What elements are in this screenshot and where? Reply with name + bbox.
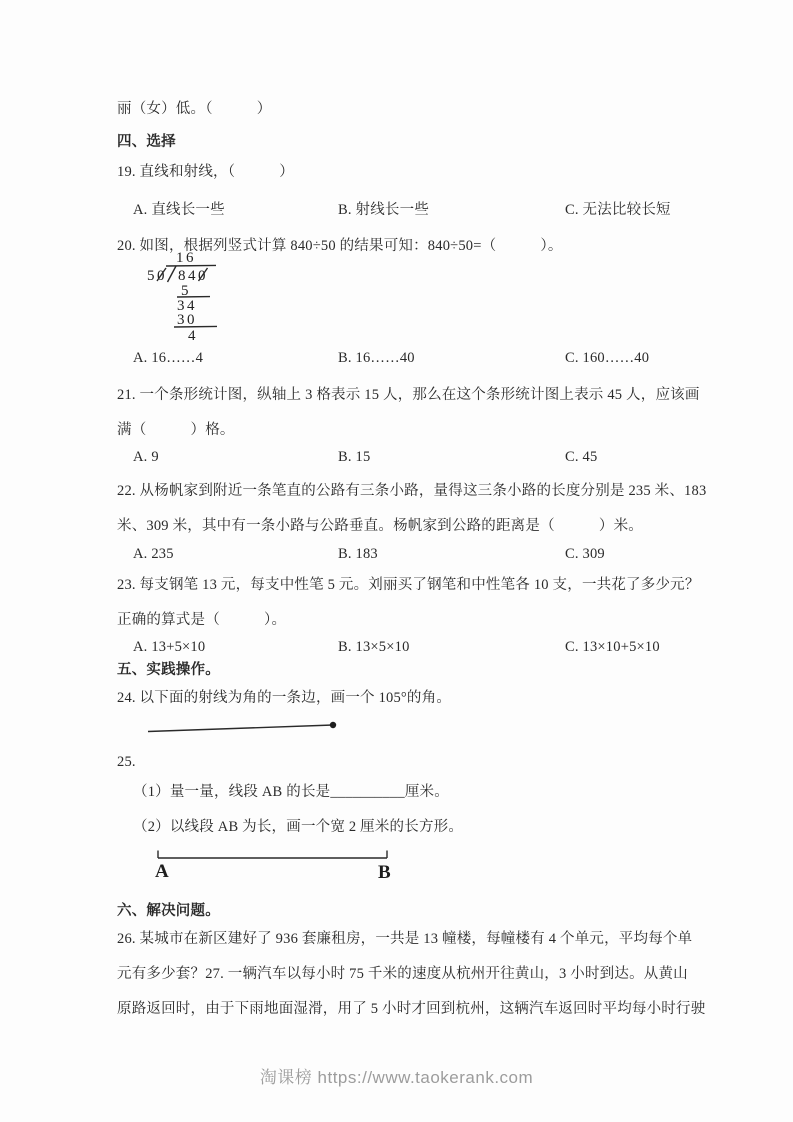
question-22-stem-line2: 米、309 米，其中有一条小路与公路垂直。杨帆家到公路的距离是（ ）米。 bbox=[117, 518, 643, 534]
question-22-stem-line1: 22. 从杨帆家到附近一条笔直的公路有三条小路，量得这三条小路的长度分别是 235 米、183 bbox=[117, 483, 707, 499]
question-22-option-a: A. 235 bbox=[133, 546, 174, 562]
question-20-stem: 20. 如图，根据列竖式计算 840÷50 的结果可知：840÷50=（ ）。 bbox=[117, 238, 563, 254]
division-difference1: 34 bbox=[177, 298, 197, 314]
question-23-option-c: C. 13×10+5×10 bbox=[565, 639, 660, 655]
question-19-option-b: B. 射线长一些 bbox=[338, 202, 430, 218]
segment-label-a: A bbox=[155, 861, 169, 882]
footer-watermark: 淘课榜 https://www.taokerank.com bbox=[259, 1068, 534, 1087]
division-quotient: 16 bbox=[176, 250, 196, 266]
section-choice-title: 四、选择 bbox=[117, 134, 176, 150]
segment-ab-figure bbox=[150, 845, 395, 863]
question-20-option-c: C. 160……40 bbox=[565, 350, 650, 366]
question-24-stem: 24. 以下面的射线为角的一条边，画一个 105°的角。 bbox=[117, 690, 452, 706]
question-21-option-c: C. 45 bbox=[565, 449, 598, 465]
question-26-27-line2: 元有多少套？27. 一辆汽车以每小时 75 千米的速度从杭州开往黄山，3 小时到达。从黄山 bbox=[117, 966, 688, 982]
division-product2: 30 bbox=[177, 312, 197, 328]
question-23-stem-line1: 23. 每支钢笔 13 元，每支中性笔 5 元。刘丽买了钢笔和中性笔各 10 支，一共花了多少元？ bbox=[117, 577, 700, 593]
question-23-stem-line2: 正确的算式是（ ）。 bbox=[117, 612, 287, 628]
question-27-line3: 原路返回时，由于下雨地面湿滑，用了 5 小时才回到杭州，这辆汽车返回时平均每小时行驶 bbox=[117, 1001, 706, 1017]
question-25-number: 25. bbox=[117, 754, 136, 770]
segment-label-b: B bbox=[378, 862, 391, 883]
question-19-option-a: A. 直线长一些 bbox=[133, 202, 225, 218]
question-23-option-a: A. 13+5×10 bbox=[133, 639, 206, 655]
question-25-part2: （2）以线段 AB 为长，画一个宽 2 厘米的长方形。 bbox=[133, 819, 464, 835]
question-22-option-b: B. 183 bbox=[338, 546, 378, 562]
section-practice-title: 五、实践操作。 bbox=[117, 662, 220, 678]
question-21-option-a: A. 9 bbox=[133, 449, 159, 465]
division-bracket-slash bbox=[168, 266, 177, 282]
question-23-option-b: B. 13×5×10 bbox=[338, 639, 410, 655]
ray-figure bbox=[140, 715, 350, 741]
division-vinculum-line bbox=[166, 265, 216, 266]
long-division-figure bbox=[138, 247, 238, 347]
question-21-option-b: B. 15 bbox=[338, 449, 371, 465]
division-dividend: 840 bbox=[178, 268, 208, 284]
carryover-line: 丽（女）低。（ ） bbox=[117, 101, 272, 117]
division-rule2 bbox=[174, 326, 217, 327]
question-19-option-c: C. 无法比较长短 bbox=[565, 202, 671, 218]
question-20-option-b: B. 16……40 bbox=[338, 350, 415, 366]
division-product1: 5 bbox=[181, 283, 191, 299]
ray-endpoint-dot bbox=[330, 722, 336, 728]
question-20-option-a: A. 16……4 bbox=[133, 350, 204, 366]
question-21-stem-line2: 满（ ）格。 bbox=[117, 422, 235, 438]
question-22-option-c: C. 309 bbox=[565, 546, 605, 562]
ray-line bbox=[148, 725, 333, 732]
division-divisor: 50 bbox=[147, 268, 167, 284]
question-21-stem-line1: 21. 一个条形统计图，纵轴上 3 格表示 15 人，那么在这个条形统计图上表示 45 人，应该画 bbox=[117, 387, 700, 403]
question-19-stem: 19. 直线和射线，（ ） bbox=[117, 164, 294, 180]
question-26-line1: 26. 某城市在新区建好了 936 套廉租房，一共是 13 幢楼，每幢楼有 4 个单元，平均每个单 bbox=[117, 931, 693, 947]
section-solve-title: 六、解决问题。 bbox=[117, 903, 220, 919]
division-remainder: 4 bbox=[188, 328, 198, 344]
question-25-part1: （1）量一量，线段 AB 的长是__________厘米。 bbox=[133, 784, 449, 800]
